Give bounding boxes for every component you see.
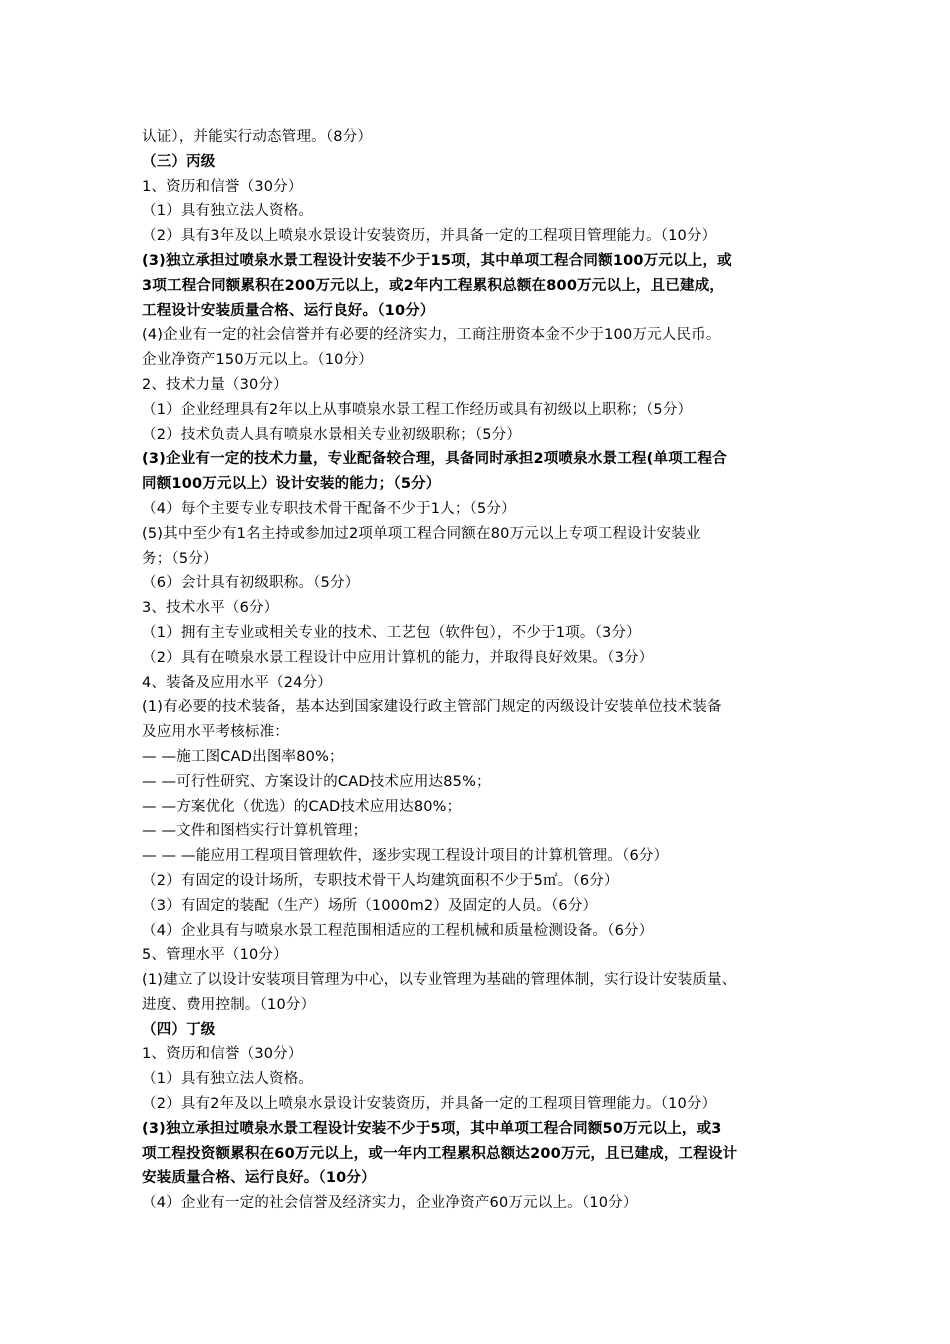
text-line: 项工程投资额累积在60万元以上，或一年内工程累积总额达200万元，且已建成，工程设计: [142, 1145, 738, 1162]
text-line: (4)企业有一定的社会信誉并有必要的经济实力，工商注册资本金不少于100万元人民币。: [142, 327, 721, 344]
text-line: （4）企业具有与喷泉水景工程范围相适应的工程机械和质量检测设备。（6分）: [142, 922, 654, 939]
text-line: （1）具有独立法人资格。: [142, 1071, 314, 1088]
text-line: (3)独立承担过喷泉水景工程设计安装不少于5项，其中单项工程合同额50万元以上，或3: [142, 1120, 722, 1137]
text-line: (3)独立承担过喷泉水景工程设计安装不少于15项，其中单项工程合同额100万元以上，或: [142, 252, 732, 269]
text-line: 认证），并能实行动态管理。（8分）: [142, 129, 373, 145]
text-line: （3）有固定的装配（生产）场所（1000m2）及固定的人员。（6分）: [142, 897, 598, 914]
text-line: （2）有固定的设计场所，专职技术骨干人均建筑面积不少于5㎡。（6分）: [142, 872, 619, 889]
text-line: （6）会计具有初级职称。（5分）: [142, 575, 360, 592]
text-line: （1）拥有主专业或相关专业的技术、工艺包（软件包），不少于1项。（3分）: [142, 624, 641, 641]
text-line: 2、技术力量（30分）: [142, 376, 288, 393]
text-line: (1)建立了以设计安装项目管理为中心，以专业管理为基础的管理体制，实行设计安装质量、: [142, 972, 737, 989]
text-line: （2）具有3年及以上喷泉水景设计安装资历，并具备一定的工程项目管理能力。（10分）: [142, 228, 717, 245]
text-line: 进度、费用控制。（10分）: [142, 996, 316, 1013]
text-line: (3)企业有一定的技术力量，专业配备较合理，具备同时承担2项喷泉水景工程(单项工程合: [142, 451, 727, 468]
text-line: 同额100万元以上）设计安装的能力；（5分）: [142, 476, 441, 493]
text-line: — —方案优化（优选）的CAD技术应用达80%；: [142, 798, 462, 815]
text-line: （2）技术负责人具有喷泉水景相关专业初级职称；（5分）: [142, 426, 522, 443]
text-line: （4）企业有一定的社会信誉及经济实力，企业净资产60万元以上。（10分）: [142, 1195, 638, 1212]
text-line: 工程设计安装质量合格、运行良好。（10分）: [142, 302, 435, 319]
text-line: （三）丙级: [142, 153, 216, 170]
text-line: 务；（5分）: [142, 550, 218, 567]
text-line: 4、装备及应用水平（24分）: [142, 674, 332, 691]
text-line: 及应用水平考核标准：: [142, 724, 289, 741]
text-line: （2）具有在喷泉水景工程设计中应用计算机的能力，并取得良好效果。（3分）: [142, 649, 654, 666]
text-line: （四）丁级: [142, 1021, 216, 1038]
text-line: — —施工图CAD出图率80%；: [142, 748, 344, 765]
text-line: （1）企业经理具有2年以上从事喷泉水景工程工作经历或具有初级以上职称；（5分）: [142, 401, 693, 418]
text-line: （2）具有2年及以上喷泉水景设计安装资历，并具备一定的工程项目管理能力。（10分）: [142, 1096, 717, 1113]
text-line: (5)其中至少有1名主持或参加过2项单项工程合同额在80万元以上专项工程设计安装业: [142, 525, 701, 542]
text-line: 企业净资产150万元以上。（10分）: [142, 352, 373, 369]
text-line: — — —能应用工程项目管理软件，逐步实现工程设计项目的计算机管理。（6分）: [142, 848, 669, 865]
text-line: （1）具有独立法人资格。: [142, 203, 314, 220]
text-line: 1、资历和信誉（30分）: [142, 178, 303, 195]
text-line: 5、管理水平（10分）: [142, 947, 288, 964]
text-line: 1、资历和信誉（30分）: [142, 1046, 303, 1063]
text-line: (1)有必要的技术装备，基本达到国家建设行政主管部门规定的丙级设计安装单位技术装备: [142, 699, 722, 716]
text-line: — —可行性研究、方案设计的CAD技术应用达85%；: [142, 773, 491, 790]
text-line: — —文件和图档实行计算机管理；: [142, 823, 368, 840]
text-line: 安装质量合格、运行良好。（10分）: [142, 1170, 376, 1187]
text-line: （4）每个主要专业专职技术骨干配备不少于1人；（5分）: [142, 500, 516, 517]
text-line: 3、技术水平（6分）: [142, 600, 279, 617]
document-body: [142, 125, 822, 1216]
text-line: 3项工程合同额累积在200万元以上，或2年内工程累积总额在800万元以上，且已建成，: [142, 277, 725, 294]
